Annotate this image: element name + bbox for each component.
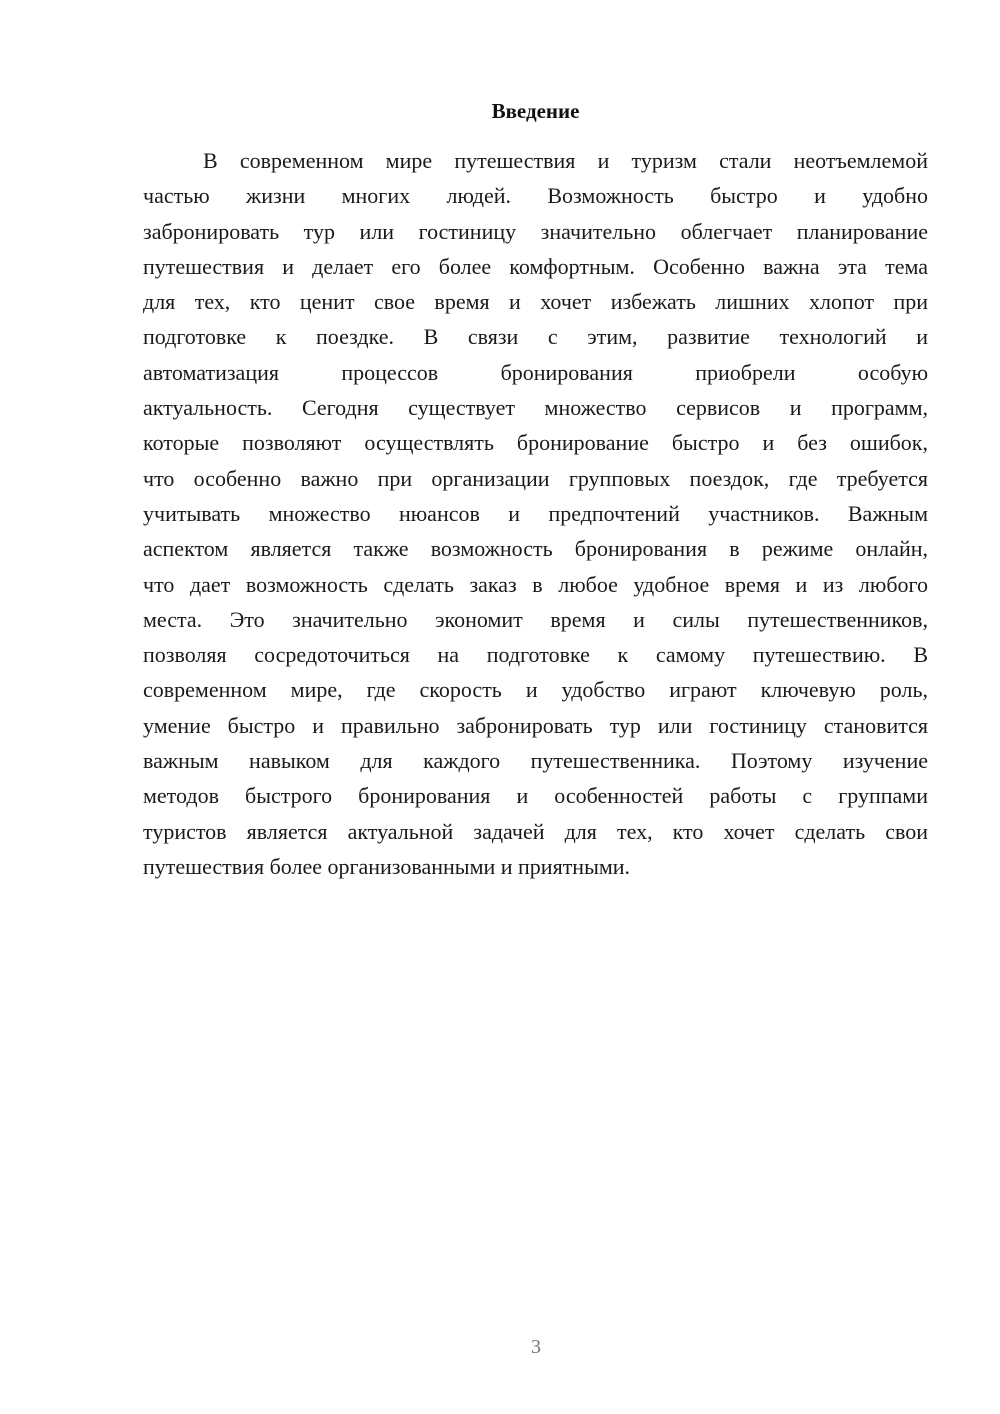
paragraph-line: В современном мире путешествия и туризм стали неотъемлемой [203,148,928,173]
paragraph-line: частью жизни многих людей. Возможность быстро и удобно [143,183,928,209]
section-heading: Введение [491,99,580,123]
paragraph-line: учитывать множество нюансов и предпочтений участников. Важным [143,500,928,526]
paragraph-line: позволяя сосредоточиться на подготовке к самому путешествию. В [143,642,928,668]
paragraph-line: что дает возможность сделать заказ в любое удобное время и из любого [143,571,928,597]
paragraph-line: путешествия более организованными и приятными. [143,853,631,879]
paragraph-line: путешествия и делает его более комфортным. Особенно важна эта тема [143,253,928,279]
paragraph-line: автоматизация процессов бронирования приобрели особую [143,359,928,385]
paragraph-line: современном мире, где скорость и удобство играют ключевую роль, [143,677,928,703]
page-number: 3 [531,1336,541,1358]
paragraph-line: методов быстрого бронирования и особенностей работы с группами [143,783,928,809]
paragraph-line: умение быстро и правильно забронировать тур или гостиницу становится [143,712,928,738]
paragraph-line: забронировать тур или гостиницу значительно облегчает планирование [143,218,928,244]
paragraph-line: подготовке к поездке. В связи с этим, развитие технологий и [143,324,928,350]
introduction-paragraph [143,143,928,884]
paragraph-line: туристов является актуальной задачей для тех, кто хочет сделать свои [143,818,928,844]
paragraph-line: аспектом является также возможность бронирования в режиме онлайн, [143,536,928,562]
paragraph-line: актуальность. Сегодня существует множество сервисов и программ, [143,395,928,421]
paragraph-line: которые позволяют осуществлять бронирование быстро и без ошибок, [143,430,928,456]
paragraph-line: что особенно важно при организации групповых поездок, где требуется [143,465,928,491]
paragraph-line: для тех, кто ценит свое время и хочет избежать лишних хлопот при [143,289,928,315]
paragraph-line: места. Это значительно экономит время и силы путешественников, [143,606,928,632]
paragraph-line: важным навыком для каждого путешественника. Поэтому изучение [143,748,928,774]
